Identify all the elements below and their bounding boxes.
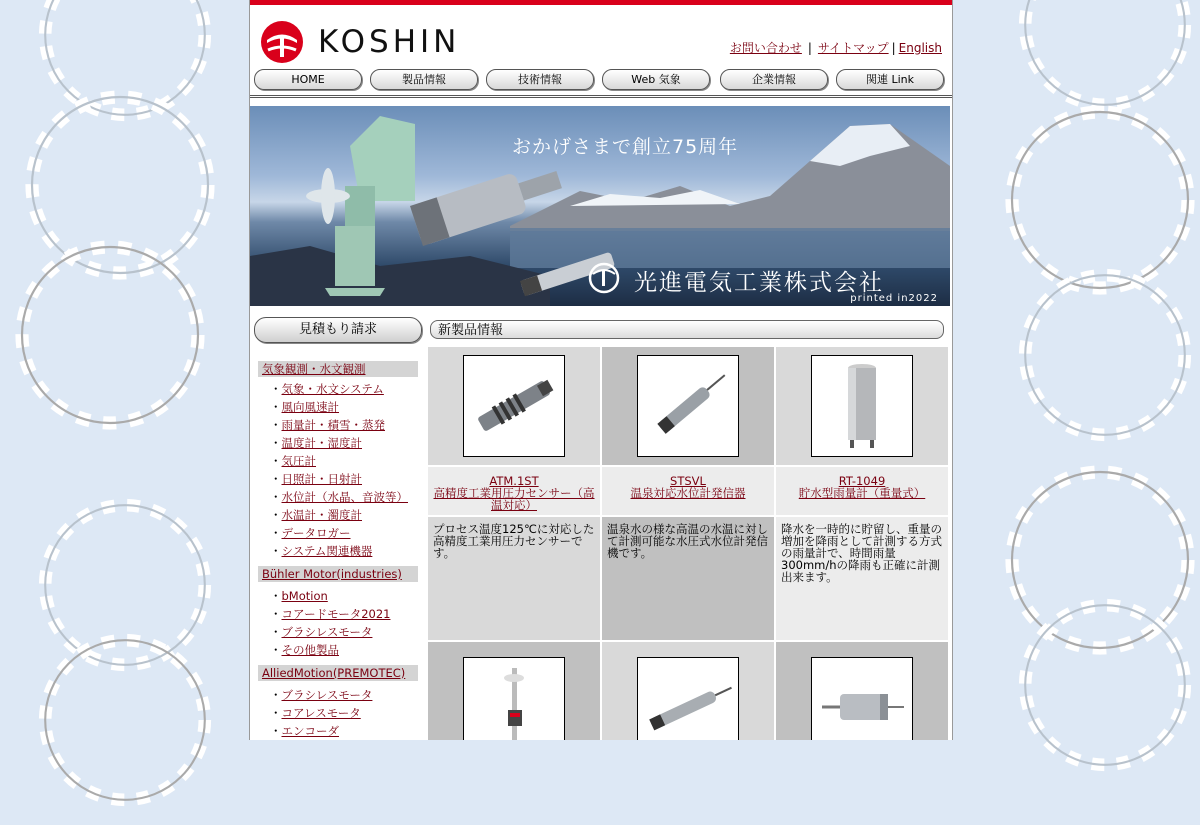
product-description: 温泉水の様な高温の水温に対して計測可能な水圧式水位計発信機です。 — [602, 517, 776, 642]
sidebar-link[interactable]: 水位計（水晶、音波等） — [281, 490, 408, 504]
product-image-cell — [602, 642, 776, 740]
sidebar-category-weather[interactable]: 気象観測・水文観測 — [258, 361, 418, 377]
sidebar-link[interactable]: データロガー — [281, 526, 351, 540]
product-model-link[interactable]: ATM.1ST — [489, 474, 539, 488]
sidebar-item: ・その他製品 — [270, 643, 339, 657]
page-container — [249, 0, 953, 740]
english-link[interactable]: English — [898, 41, 942, 55]
sidebar-item: ・日照計・日射計 — [270, 472, 362, 486]
product-name-cell — [776, 467, 950, 517]
product-model-link[interactable]: RT-1049 — [838, 474, 886, 488]
sidebar-link[interactable]: システム関連機器 — [281, 544, 373, 558]
anemometer-icon — [464, 658, 564, 740]
sidebar-link[interactable]: 気象・水文システム — [281, 382, 384, 396]
sidebar-item: ・気象・水文システム — [270, 382, 384, 396]
sidebar-link[interactable]: ブラシレスモータ — [281, 625, 373, 639]
sidebar-item: ・コアレスモータ — [270, 706, 361, 720]
sidebar-link[interactable]: 雨量計・積雪・蒸発 — [281, 418, 385, 432]
sidebar-link[interactable]: コアレスモータ — [281, 706, 361, 720]
probe-sensor-icon — [638, 658, 738, 740]
sidebar-link[interactable]: ブラシレスモータ — [281, 688, 373, 702]
rain-gauge-icon — [812, 356, 912, 456]
sidebar — [258, 361, 418, 740]
sidebar-item: ・風向風速計 — [270, 400, 339, 414]
sidebar-category-alliedmotion[interactable]: AlliedMotion(PREMOTEC) — [258, 665, 418, 681]
product-name-link[interactable]: 高精度工業用圧力センサー（高温対応） — [433, 486, 595, 512]
sidebar-link[interactable]: 水温計・濁度計 — [281, 508, 362, 522]
product-image-cell — [776, 642, 950, 740]
banner-title: おかげさまで創立75周年 — [512, 136, 739, 158]
sidebar-link[interactable]: その他製品 — [281, 643, 339, 657]
sidebar-category-buhler[interactable]: Bühler Motor(industries) — [258, 566, 418, 582]
product-image[interactable] — [811, 657, 913, 740]
sidebar-item: ・ブラシレスモータ — [270, 625, 373, 639]
quote-request-button[interactable]: 見積もり請求 — [254, 317, 422, 343]
product-name-cell — [428, 467, 602, 517]
sidebar-link[interactable]: 風向風速計 — [281, 400, 339, 414]
sidebar-item: ・気圧計 — [270, 454, 316, 468]
hero-banner — [250, 106, 950, 306]
background-gear-icon — [1000, 580, 1200, 790]
nav-related-links[interactable]: 関連 Link — [836, 69, 944, 90]
product-image[interactable] — [811, 355, 913, 457]
nav-home[interactable]: HOME — [254, 69, 362, 90]
water-level-transmitter-icon — [638, 356, 738, 456]
new-products-header: 新製品情報 — [430, 320, 944, 339]
sidebar-item: ・雨量計・積雪・蒸発 — [270, 418, 385, 432]
header-divider — [250, 95, 952, 98]
sidebar-item: ・水位計（水晶、音波等） — [270, 490, 408, 504]
product-image-cell — [428, 642, 602, 740]
product-image[interactable] — [637, 657, 739, 740]
background-gear-icon — [20, 615, 230, 825]
koshin-logo-icon — [260, 20, 304, 64]
sidebar-link[interactable]: 気圧計 — [281, 454, 316, 468]
header — [250, 5, 952, 67]
nav-technical[interactable]: 技術情報 — [486, 69, 594, 90]
nav-products[interactable]: 製品情報 — [370, 69, 478, 90]
sidebar-link[interactable]: bMotion — [281, 589, 328, 603]
sidebar-item: ・エンコーダ — [270, 724, 339, 738]
sidebar-link[interactable]: 温度計・湿度計 — [281, 436, 362, 450]
top-links: お問い合わせ | サイトマップ | English — [729, 41, 942, 55]
sidebar-link[interactable]: コアードモータ2021 — [281, 607, 391, 621]
sidebar-item: ・コアードモータ2021 — [270, 607, 391, 621]
sidebar-item: ・システム関連機器 — [270, 544, 373, 558]
product-description: 降水を一時的に貯留し、重量の増加を降雨として計測する方式の雨量計で、時間雨量300mm/hの降雨も正確に計測出来ます。 — [776, 517, 950, 642]
background-gear-icon — [1000, 250, 1200, 460]
sidebar-item: ・温度計・湿度計 — [270, 436, 362, 450]
sidebar-item: ・水温計・濁度計 — [270, 508, 362, 522]
site-logo[interactable] — [260, 20, 460, 64]
product-description: プロセス温度125℃に対応した高精度工業用圧力センサーです。 — [428, 517, 602, 642]
product-image-cell — [776, 347, 950, 467]
product-image[interactable] — [463, 657, 565, 740]
banner-printed-note: printed in2022 — [850, 293, 938, 304]
sitemap-link[interactable]: サイトマップ — [817, 41, 889, 55]
product-name-link[interactable]: 貯水型雨量計（重量式） — [798, 486, 926, 500]
product-image[interactable] — [637, 355, 739, 457]
main-nav — [252, 69, 948, 91]
product-name-cell — [602, 467, 776, 517]
nav-company[interactable]: 企業情報 — [720, 69, 828, 90]
nav-web-weather[interactable]: Web 気象 — [602, 69, 710, 90]
contact-link[interactable]: お問い合わせ — [729, 41, 802, 55]
sidebar-link[interactable]: エンコーダ — [281, 724, 339, 738]
motor-icon — [812, 658, 912, 740]
sidebar-item: ・bMotion — [270, 589, 328, 603]
product-model-link[interactable]: STSVL — [670, 474, 706, 488]
logo-text: KOSHIN — [318, 24, 461, 60]
pressure-sensor-icon — [464, 356, 564, 456]
product-image-cell — [602, 347, 776, 467]
banner-company-name: 光進電気工業株式会社 — [634, 270, 884, 296]
sidebar-item: ・データロガー — [270, 526, 351, 540]
product-name-link[interactable]: 温泉対応水位計発信器 — [630, 486, 746, 500]
product-image-cell — [428, 347, 602, 467]
background-gear-icon — [0, 225, 220, 445]
sidebar-item: ・ブラシレスモータ — [270, 688, 373, 702]
sidebar-link[interactable]: 日照計・日射計 — [281, 472, 362, 486]
product-image[interactable] — [463, 355, 565, 457]
